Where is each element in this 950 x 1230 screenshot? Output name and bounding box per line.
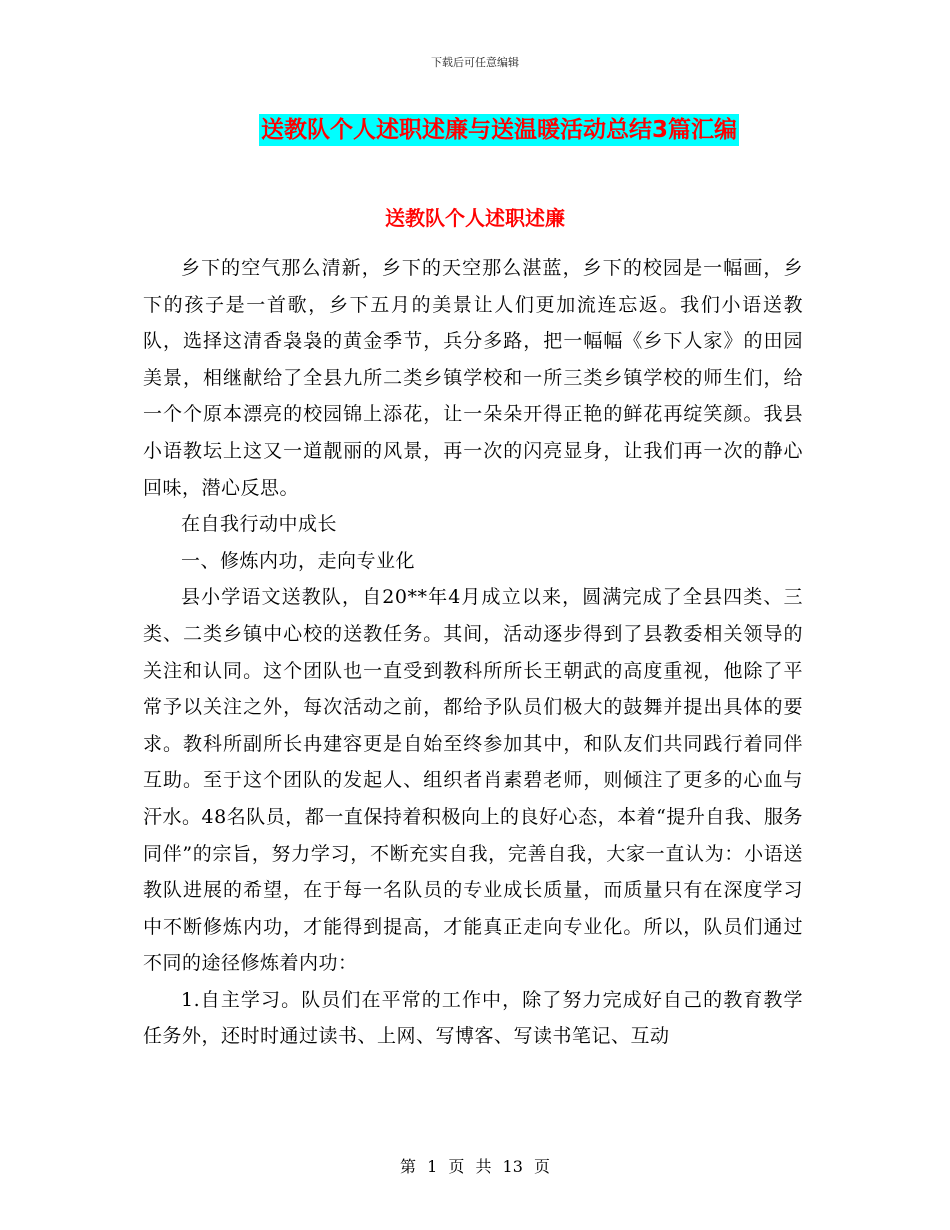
paragraph-self-study: 1.自主学习。队员们在平常的工作中，除了努力完成好自己的教育教学任务外，还时时通过读书、上网、写博客、写读书笔记、互动 [143,988,803,1048]
document-title: 送教队个人述职述廉与送温暖活动总结3篇汇编 [259,114,739,146]
section-title: 送教队个人述职述廉 [385,206,565,230]
paragraph-heading-section-one: 一、修炼内功，走向专业化 [181,549,416,572]
document-body [143,250,803,1055]
paragraph-intro: 乡下的空气那么清新，乡下的天空那么湛蓝，乡下的校园是一幅画，乡下的孩子是一首歌，乡下五月的美景让人们更加流连忘返。我们小语送教队，选择这清香袅袅的黄金季节，兵分多路，把一幅幅《乡下人家》的田园美景，相继献给了全县九所二类乡镇学校和一所三类乡镇学校的师生们，给一个个原本漂亮的校园锦上添花，让一朵朵开得正艳的鲜花再绽笑颜。我县小语教坛上这又一道靓丽的风景，再一次的闪亮显身，让我们再一次的静心回味，潜心反思。 [143,257,803,499]
paragraph-team-overview: 县小学语文送教队，自20**年4月成立以来，圆满完成了全县四类、三类、二类乡镇中心校的送教任务。其间，活动逐步得到了县教委相关领导的关注和认同。这个团队也一直受到教科所所长王朝武的高度重视，他除了平常予以关注之外，每次活动之前，都给予队员们极大的鼓舞并提出具体的要求。教科所副所长冉建容更是自始至终参加其中，和队友们共同践行着同伴互助。至于这个团队的发起人、组织者肖素碧老师，则倾注了更多的心血与汗水。48名队员，都一直保持着积极向上的良好心态，本着“提升自我、服务同伴”的宗旨，努力学习，不断充实自我，完善自我，大家一直认为：小语送教队进展的希望，在于每一名队员的专业成长质量，而质量只有在深度学习中不断修炼内功，才能得到提高，才能真正走向专业化。所以，队员们通过不同的途径修炼着内功： [143,586,803,975]
page-number-footer: 第 1 页 共 13 页 [400,1157,550,1176]
main-title-container [0,114,950,146]
header-note: 下载后可任意编辑 [431,56,519,69]
paragraph-heading-growth: 在自我行动中成长 [181,513,338,536]
